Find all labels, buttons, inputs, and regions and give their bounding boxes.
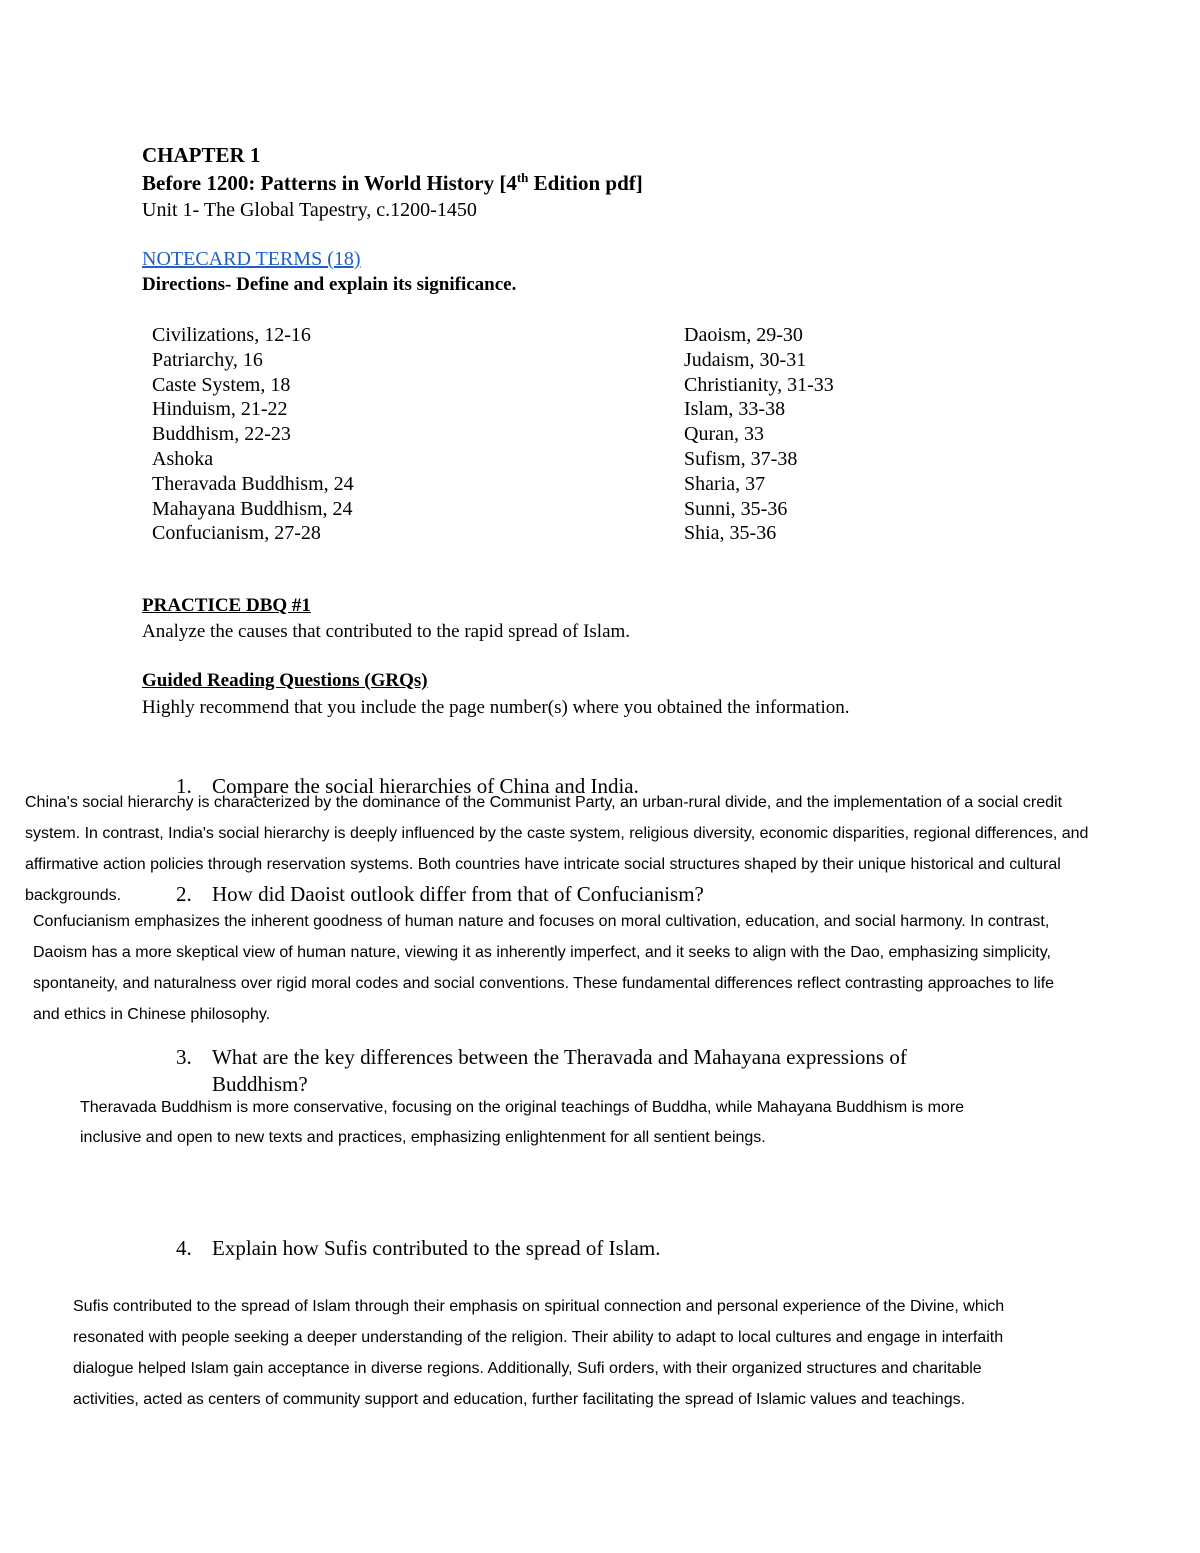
- question-4: [176, 1236, 661, 1261]
- term-item: Ashoka: [152, 447, 214, 470]
- book-subtitle: [142, 170, 643, 196]
- term-item: Civilizations, 12-16: [152, 324, 311, 346]
- grq-heading: Guided Reading Questions (GRQs): [142, 670, 428, 691]
- answer-line: resonated with people seeking a deeper understanding of the religion. Their ability to adapt to local cultures and engage in interfaith: [73, 1329, 1004, 1346]
- term-item: Shia, 35-36: [684, 522, 777, 545]
- chapter-title: CHAPTER 1: [142, 143, 261, 167]
- terms-left-column: [152, 323, 354, 546]
- answer-line: inclusive and open to new texts and practices, emphasizing enlightenment for all sentient beings.: [80, 1129, 766, 1146]
- term-item: Sharia, 37: [684, 472, 766, 495]
- question-number: 1.: [176, 774, 192, 798]
- dbq-prompt: Analyze the causes that contributed to the rapid spread of Islam.: [142, 621, 631, 642]
- question-text: How did Daoist outlook differ from that of Confucianism?: [212, 882, 704, 906]
- unit-line: Unit 1- The Global Tapestry, c.1200-1450: [142, 199, 477, 221]
- answer-line: Sufis contributed to the spread of Islam through their emphasis on spiritual connection and personal experience of the Divine, which: [73, 1298, 1005, 1315]
- directions-text: Directions- Define and explain its significance.: [142, 274, 517, 295]
- question-2: [176, 882, 704, 907]
- term-item: Confucianism, 27-28: [152, 522, 321, 545]
- term-item: Patriarchy, 16: [152, 348, 263, 371]
- answer-line: backgrounds.: [25, 887, 122, 904]
- question-3: [176, 1044, 907, 1098]
- question-text: Explain how Sufis contributed to the spread of Islam.: [212, 1236, 661, 1260]
- term-item: Mahayana Buddhism, 24: [152, 497, 353, 520]
- term-item: Hinduism, 21-22: [152, 398, 288, 421]
- answer-line: system. In contrast, India's social hierarchy is deeply influenced by the caste system, religious diversity, economic disparities, regional differences, and: [25, 825, 1089, 842]
- question-text-continued: Buddhism?: [212, 1072, 308, 1096]
- term-item: Theravada Buddhism, 24: [152, 472, 354, 495]
- answer-line: activities, acted as centers of community support and education, further facilitating the spread of Islamic values and teachings.: [73, 1391, 966, 1408]
- dbq-heading: PRACTICE DBQ #1: [142, 595, 311, 616]
- answer-4: [73, 1291, 1004, 1415]
- answer-line: and ethics in Chinese philosophy.: [33, 1006, 271, 1023]
- term-item: Christianity, 31-33: [684, 373, 834, 396]
- question-number: 2.: [176, 882, 192, 906]
- question-text: What are the key differences between the Theravada and Mahayana expressions of: [212, 1045, 907, 1069]
- term-item: Quran, 33: [684, 423, 764, 446]
- grq-instruction: Highly recommend that you include the page number(s) where you obtained the information.: [142, 697, 850, 718]
- term-item: Buddhism, 22-23: [152, 423, 291, 446]
- term-item: Caste System, 18: [152, 373, 291, 396]
- answer-2: [33, 906, 1054, 1030]
- subtitle-suffix: Edition pdf]: [528, 171, 643, 195]
- answer-line: spontaneity, and naturalness over rigid moral codes and social conventions. These fundamental differences reflect contrasting approaches to life: [33, 975, 1055, 992]
- term-item: Sufism, 37-38: [684, 447, 798, 470]
- term-item: Daoism, 29-30: [684, 324, 803, 346]
- term-item: Islam, 33-38: [684, 398, 786, 421]
- question-text: Compare the social hierarchies of China and India.: [212, 774, 639, 798]
- terms-right-column: [684, 323, 834, 546]
- question-number: 4.: [176, 1236, 192, 1260]
- answer-line: Confucianism emphasizes the inherent goodness of human nature and focuses on moral cultivation, education, and social harmony. In contrast,: [33, 913, 1050, 930]
- answer-line: Theravada Buddhism is more conservative, focusing on the original teachings of Buddha, while Mahayana Buddhism is more: [80, 1099, 965, 1116]
- term-item: Sunni, 35-36: [684, 497, 788, 520]
- notecard-heading: NOTECARD TERMS (18): [142, 248, 361, 270]
- answer-line: Daoism has a more skeptical view of human nature, viewing it as inherently imperfect, and it seeks to align with the Dao, emphasizing simplicity,: [33, 944, 1051, 961]
- subtitle-superscript: th: [516, 170, 529, 185]
- term-item: Judaism, 30-31: [684, 348, 807, 371]
- answer-line: China's social hierarchy is characterized by the dominance of the Communist Party, an urban-rural divide, and the implementation of a social credit: [25, 794, 1063, 811]
- answer-line: affirmative action policies through reservation systems. Both countries have intricate social structures shaped by their unique historical and cultural: [25, 856, 1061, 873]
- subtitle-prefix: Before 1200: Patterns in World History [4: [142, 171, 517, 195]
- answer-3: [80, 1093, 964, 1153]
- question-number: 3.: [176, 1045, 192, 1069]
- answer-line: dialogue helped Islam gain acceptance in diverse regions. Additionally, Sufi orders, with their organized structures and charitable: [73, 1360, 982, 1377]
